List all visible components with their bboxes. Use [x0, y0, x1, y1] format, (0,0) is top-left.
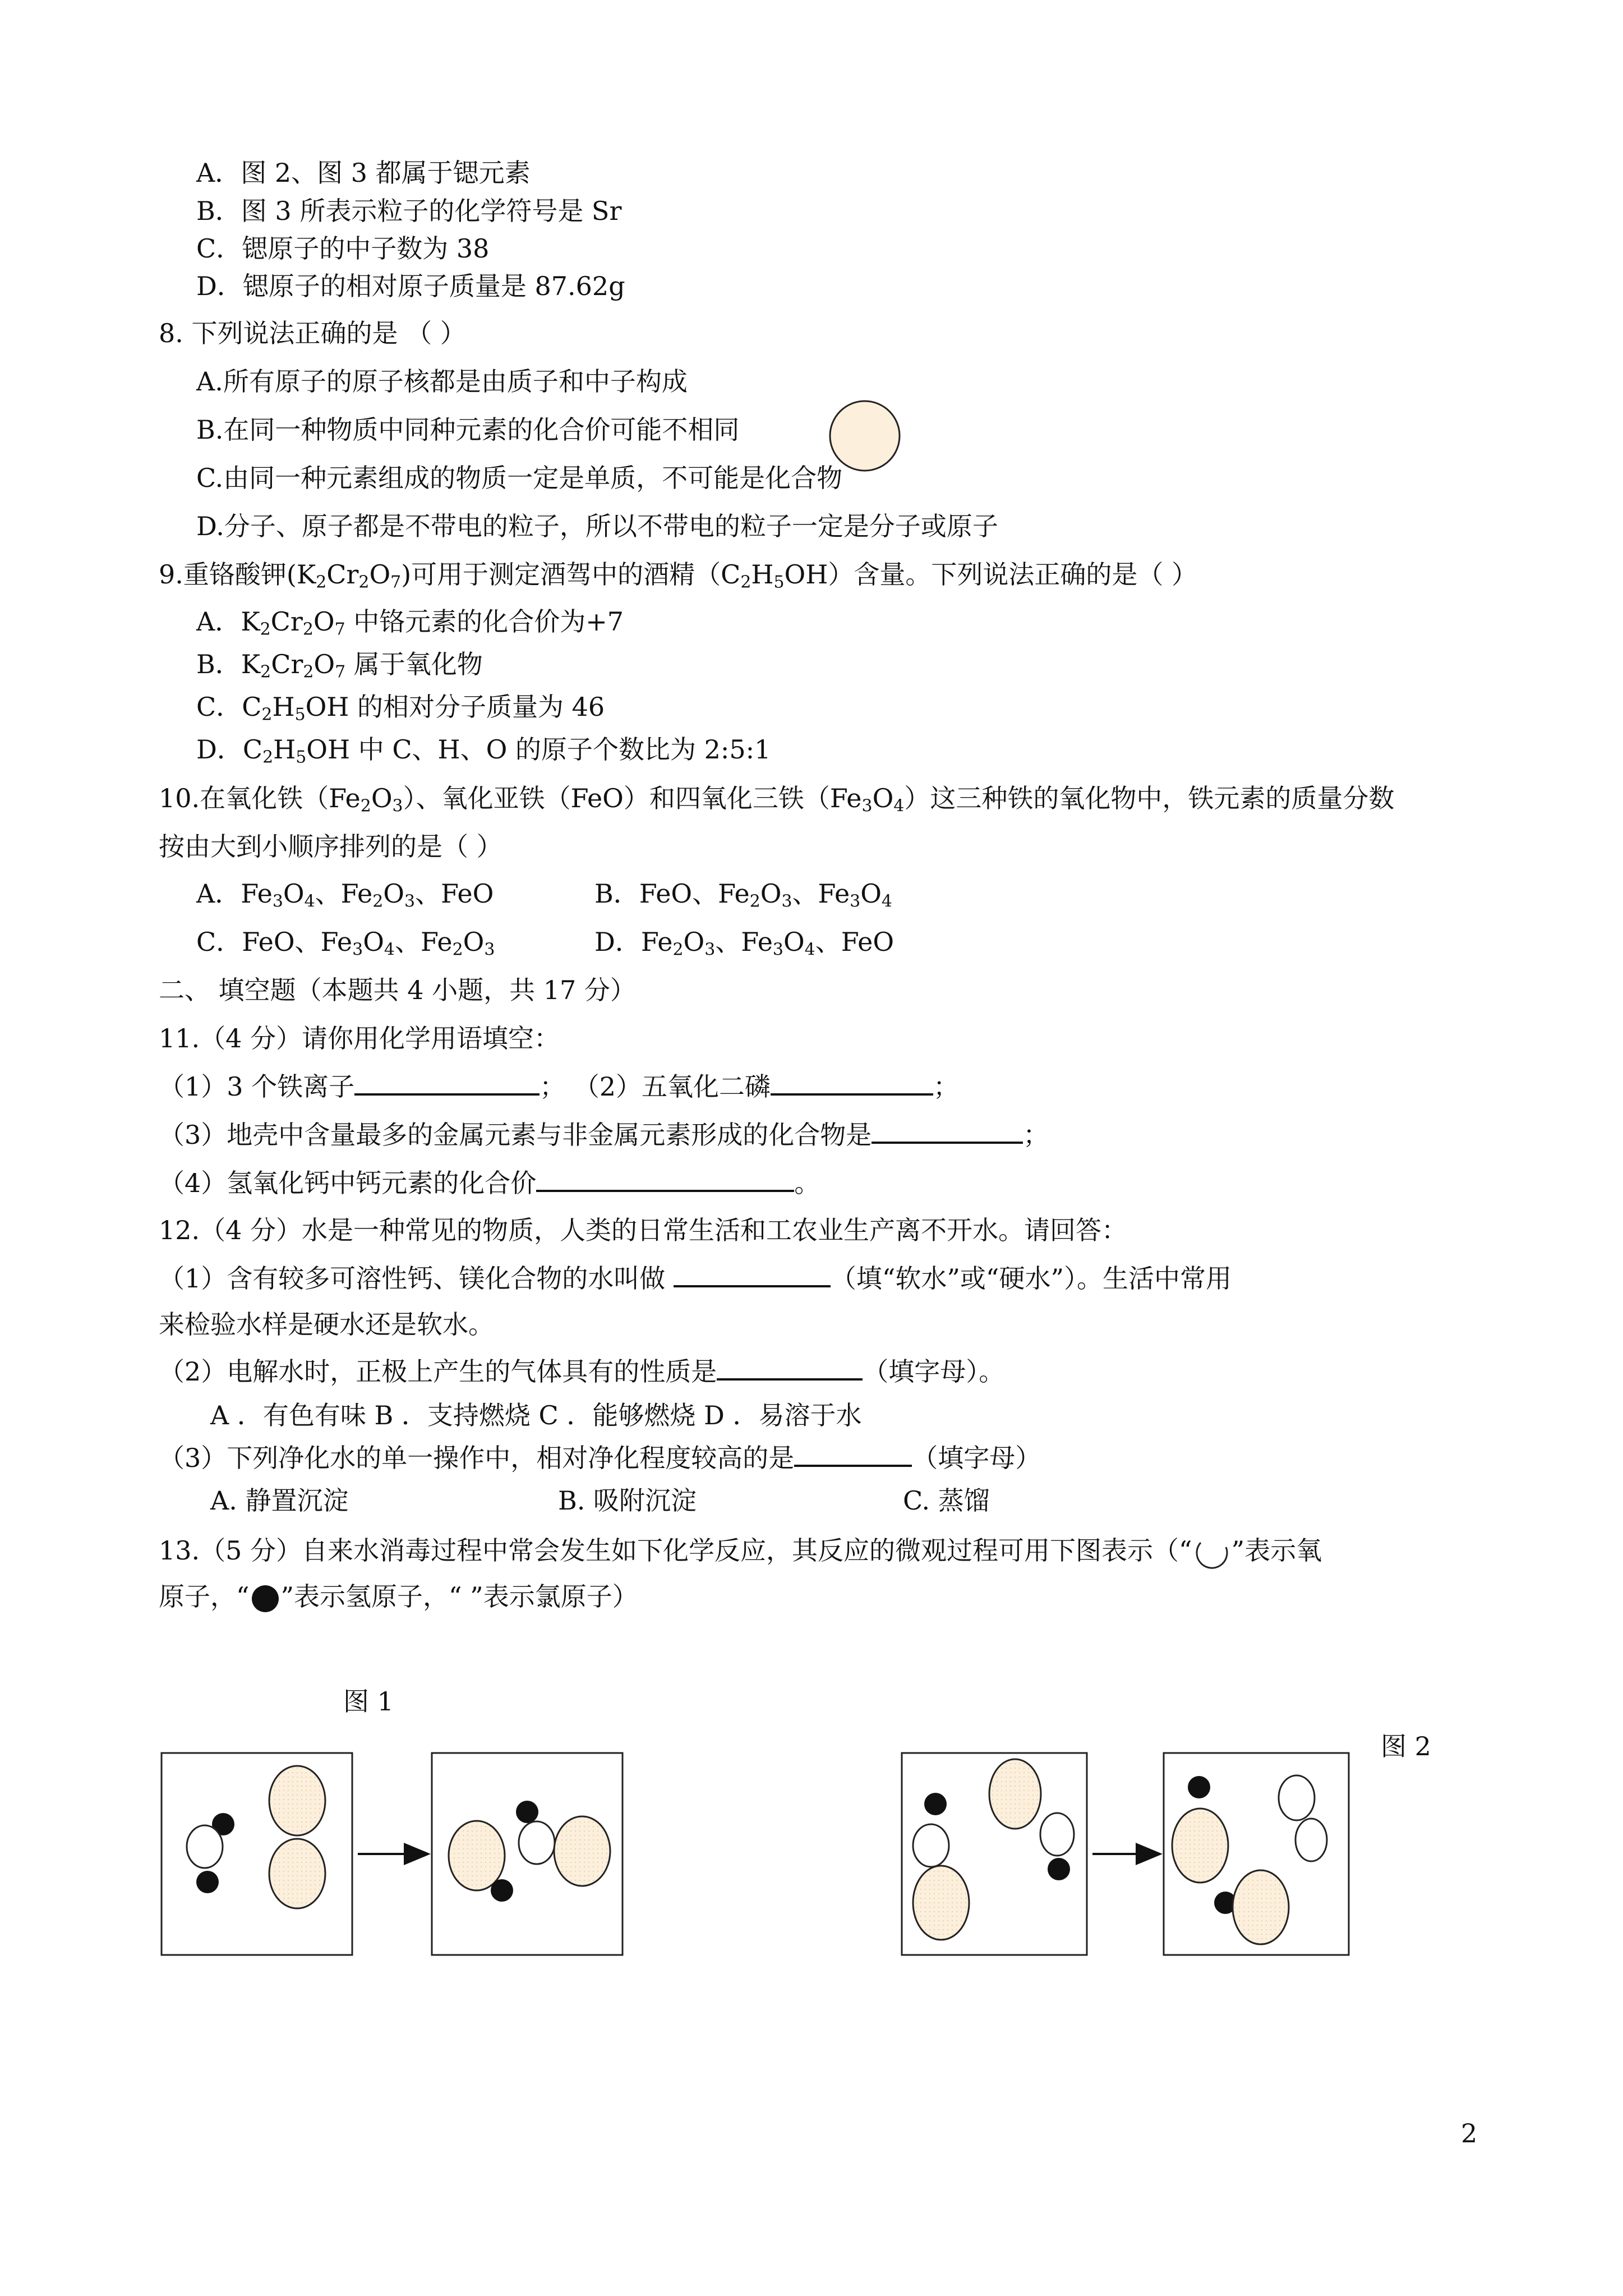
oxygen-atom: [519, 1821, 555, 1864]
q10-option-a: A．$Fe_3O_4$、$Fe_2O_3$、FeO: [196, 878, 494, 912]
oxygen-atom: [913, 1824, 949, 1867]
q8-option-c: C.由同一种元素组成的物质一定是单质，不可能是化合物: [196, 463, 843, 493]
chlorine-atom: [1233, 1870, 1289, 1944]
oxygen-atom: [1295, 1819, 1327, 1861]
q12-line2: 来检验水样是硬水还是软水。: [159, 1309, 494, 1340]
q12-line4-options: A ．有色有味 B ．支持燃烧 C ．能够燃烧 D ．易溶于水: [210, 1400, 862, 1430]
q7-option-c: C．锶原子的中子数为 38: [196, 233, 490, 264]
q10-option-d: D．$Fe_2O_3$、$Fe_3O_4$、FeO: [594, 927, 895, 960]
q9-stem: 9.重铬酸钾$(K_2Cr_2O_7)$可用于测定酒驾中的酒精$(C_2H_5OH)$含量。下列说法正确的是（ ）: [159, 559, 1197, 592]
figure-2-diagram: [897, 1745, 1380, 1980]
chlorine-atom: [449, 1821, 505, 1890]
hydrogen-atom: [196, 1871, 219, 1893]
q8-option-a: A.所有原子的原子核都是由质子和中子构成: [196, 366, 688, 397]
q9-option-d: D．$C_2H_5OH$ 中 C、H、O 的原子个数比为 2:5:1: [196, 734, 771, 767]
stray-chlorine-atom: [827, 398, 906, 477]
chlorine-atom: [989, 1759, 1041, 1829]
q13-line1: 13.（5 分）自来水消毒过程中常会发生如下化学反应，其反应的微观过程可用下图表示（“ ”表示氧: [159, 1536, 1322, 1570]
q12-option-c: C. 蒸馏: [903, 1485, 990, 1516]
oxygen-atom: [187, 1825, 223, 1868]
q12-blank-1[interactable]: [674, 1266, 831, 1287]
q8-option-b: B.在同一种物质中同种元素的化合价可能不相同: [196, 415, 740, 445]
q11-blank-3[interactable]: [872, 1122, 1023, 1144]
chlorine-atom: [269, 1766, 325, 1835]
q10-stem-line1: 10.在氧化铁$(Fe_2O_3)$、氧化亚铁（FeO）和四氧化三铁$(Fe_3O_4)$这三种铁的氧化物中，铁元素的质量分数: [159, 783, 1395, 816]
chlorine-atom: [1172, 1809, 1228, 1883]
oxygen-atom: [1040, 1813, 1074, 1856]
hydrogen-atom: [1188, 1776, 1210, 1798]
page-number: 2: [1461, 2118, 1478, 2148]
q12-stem: 12.（4 分）水是一种常见的物质，人类的日常生活和工农业生产离不开水。请回答：: [159, 1215, 1128, 1245]
q11-blank-1[interactable]: [354, 1074, 540, 1096]
q11-blank-2[interactable]: [771, 1074, 933, 1096]
q11-line3: （4）氢氧化钙中钙元素的化合价 。: [159, 1168, 820, 1198]
chlorine-atom: [554, 1816, 610, 1886]
q9-option-c: C．$C_2H_5OH$ 的相对分子质量为 46: [196, 692, 605, 725]
chlorine-atom: [913, 1866, 969, 1940]
q11-line2: （3）地壳中含量最多的金属元素与非金属元素形成的化合物是 ；: [159, 1120, 1049, 1150]
q12-line1: （1）含有较多可溶性钙、镁化合物的水叫做 （填“软水”或“硬水”）。生活中常用: [159, 1263, 1232, 1294]
hydrogen-atom-legend-icon: [250, 1583, 281, 1614]
q8-option-d: D.分子、原子都是不带电的粒子，所以不带电的粒子一定是分子或原子: [196, 511, 998, 541]
section-2-heading: 二、 填空题（本题共 4 小题，共 17 分）: [159, 975, 636, 1005]
q12-line3: （2）电解水时，正极上产生的气体具有的性质是 （填字母）。: [159, 1356, 1005, 1387]
q12-blank-3[interactable]: [794, 1446, 912, 1467]
figure-2-label: 图 2: [1381, 1731, 1431, 1761]
q10-stem-line2: 按由大到小顺序排列的是（ ）: [159, 831, 502, 862]
hydrogen-atom: [516, 1801, 538, 1823]
q11-line1: （1）3 个铁离子 ； （2）五氧化二磷 ；: [159, 1071, 960, 1102]
q12-blank-2[interactable]: [717, 1359, 863, 1381]
oxygen-atom: [1279, 1775, 1315, 1820]
q12-line5: （3）下列净化水的单一操作中，相对净化程度较高的是 （填字母）: [159, 1443, 1041, 1473]
q11-blank-4[interactable]: [536, 1171, 794, 1192]
q9-option-b: B．$K_2Cr_2O_7$ 属于氧化物: [196, 649, 483, 682]
figure-1-label: 图 1: [343, 1686, 394, 1717]
q12-option-b: B. 吸附沉淀: [558, 1485, 697, 1516]
q7-option-a: A．图 2、图 3 都属于锶元素: [196, 158, 531, 188]
q12-option-a: A. 静置沉淀: [210, 1485, 349, 1516]
q7-option-b: B．图 3 所表示粒子的化学符号是 Sr: [196, 196, 622, 226]
q8-stem: 8. 下列说法正确的是 （ ）: [159, 318, 466, 348]
q10-option-c: C．FeO、$Fe_3O_4$、$Fe_2O_3$: [196, 927, 495, 960]
chlorine-atom: [269, 1839, 325, 1908]
hydrogen-atom: [1048, 1858, 1070, 1880]
hydrogen-atom: [491, 1879, 513, 1902]
figure-1-diagram: [157, 1745, 651, 1980]
q7-option-d: D．锶原子的相对原子质量是 87.62g: [196, 271, 625, 301]
q13-line2: 原子，“ ”表示氢原子，“ ”表示氯原子）: [159, 1583, 638, 1614]
q10-option-b: B．FeO、$Fe_2O_3$、$Fe_3O_4$: [594, 878, 892, 912]
q9-option-a: A．$K_2Cr_2O_7$ 中铬元素的化合价为+7: [196, 606, 624, 639]
oxygen-atom-legend-icon: [1192, 1536, 1232, 1570]
q11-stem: 11.（4 分）请你用化学用语填空：: [159, 1023, 560, 1053]
hydrogen-atom: [924, 1793, 947, 1815]
